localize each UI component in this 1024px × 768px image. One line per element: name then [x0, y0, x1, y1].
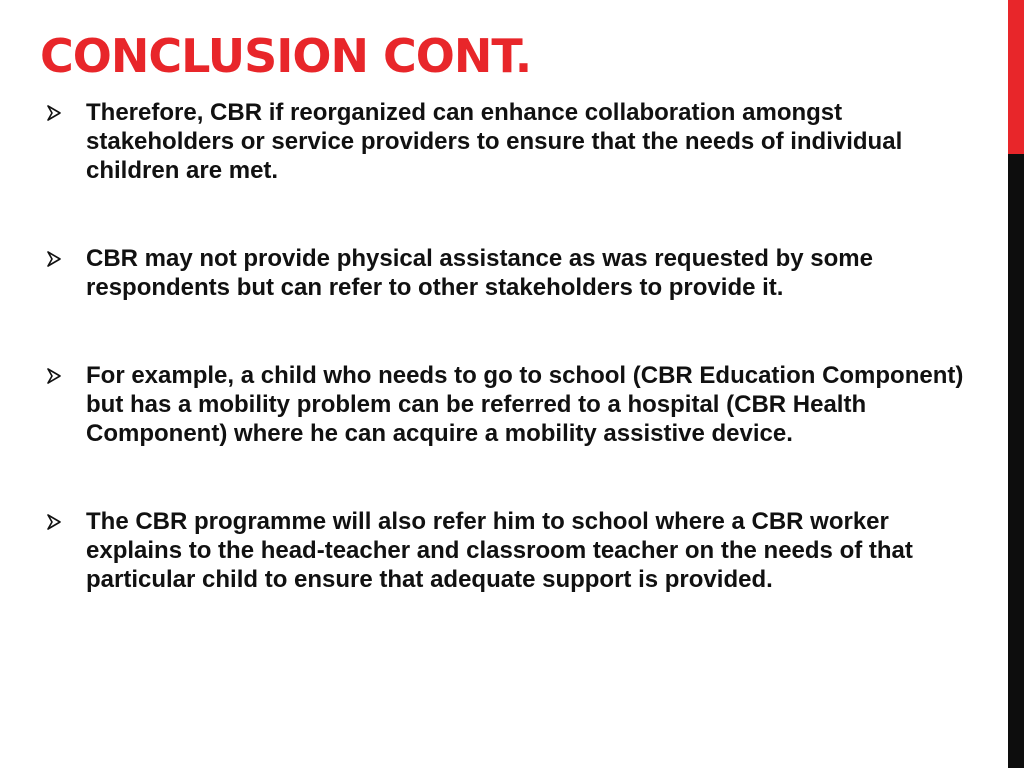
bullet-item [46, 361, 986, 448]
slide-title: CONCLUSION CONT. [40, 29, 532, 83]
accent-bar-dark [1008, 154, 1024, 768]
accent-bar-red [1008, 0, 1024, 154]
arrow-bullet-icon [46, 98, 86, 127]
bullet-item [46, 98, 986, 185]
arrow-bullet-icon [46, 507, 86, 536]
bullet-list [46, 98, 986, 594]
bullet-item [46, 244, 986, 302]
arrow-bullet-icon [46, 244, 86, 273]
bullet-text: CBR may not provide physical assistance as was requested by some respondents but can refer to other stakeholders to provide it. [86, 245, 873, 301]
arrow-bullet-icon [46, 361, 86, 390]
bullet-text: The CBR programme will also refer him to school where a CBR worker explains to the head-teacher and classroom teacher on the needs of that particular child to ensure that adequate support is provided. [86, 508, 913, 593]
bullet-text: Therefore, CBR if reorganized can enhance collaboration amongst stakeholders or service providers to ensure that the needs of individual children are met. [86, 99, 903, 184]
bullet-item [46, 507, 986, 594]
bullet-text: For example, a child who needs to go to school (CBR Education Component) but has a mobility problem can be referred to a hospital (CBR Health Component) where he can acquire a mobility assistive device. [86, 362, 964, 447]
